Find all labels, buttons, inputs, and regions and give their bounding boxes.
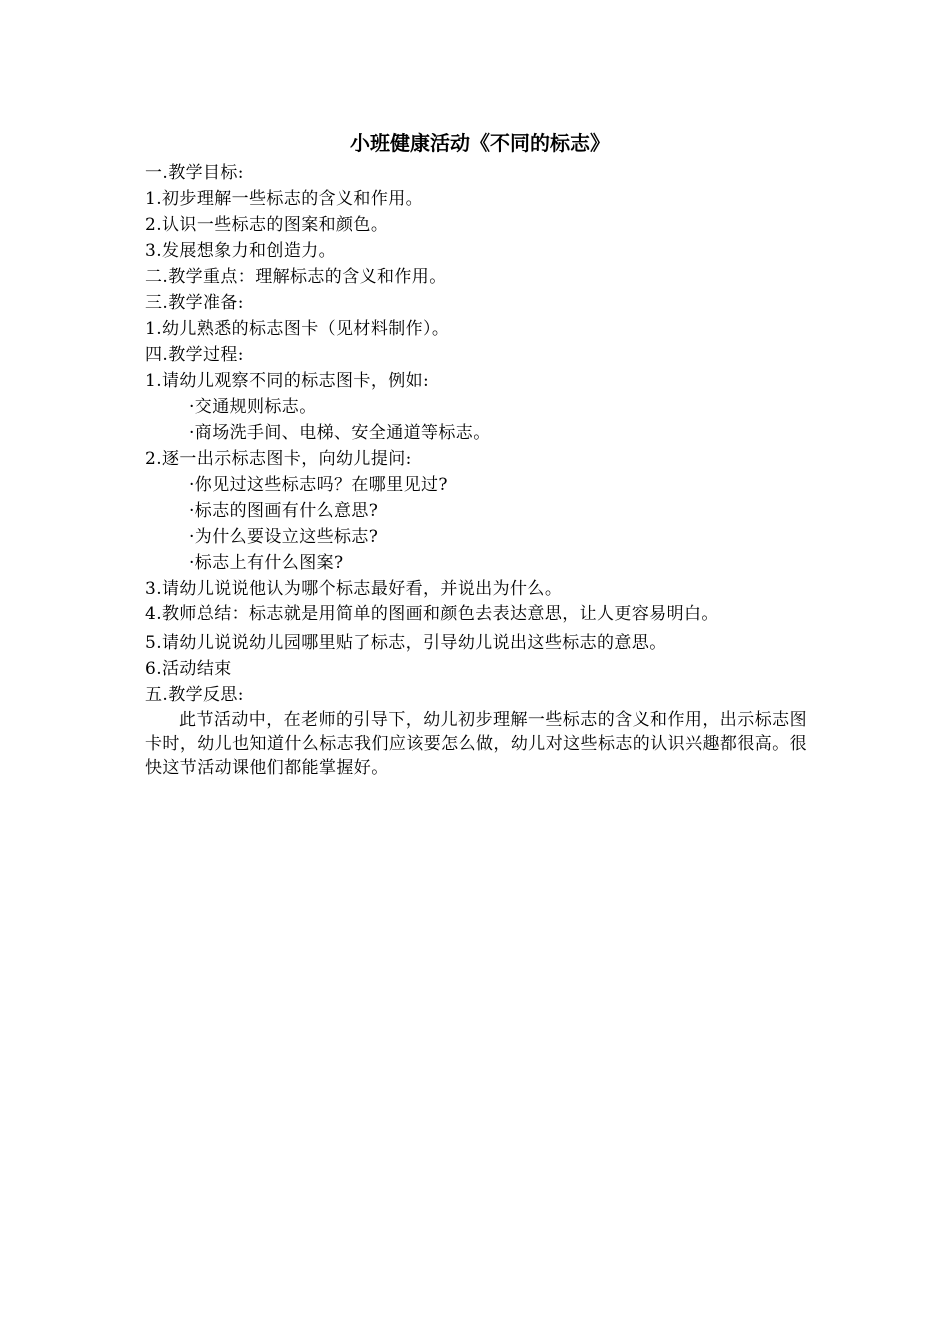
bullet-line: ·商场洗手间、电梯、安全通道等标志。	[189, 423, 491, 443]
bullet-line: ·标志的图画有什么意思?	[189, 501, 379, 521]
text-line: 1.初步理解一些标志的含义和作用。	[145, 189, 424, 209]
text-line: 4.教师总结：标志就是用简单的图画和颜色去表达意思，让人更容易明白。	[145, 604, 719, 624]
text-line: 1.请幼儿观察不同的标志图卡，例如:	[145, 371, 430, 391]
bullet-line: ·为什么要设立这些标志?	[189, 527, 379, 547]
text-line: 2.逐一出示标志图卡，向幼儿提问:	[145, 449, 412, 469]
reflection-paragraph: 此节活动中，在老师的引导下，幼儿初步理解一些标志的含义和作用，出示标志图卡时，幼儿也知道什么标志我们应该要怎么做，幼儿对这些标志的认识兴趣都很高。很快这节活动课他们都能掌握好。	[145, 710, 807, 778]
text-line: 三.教学准备:	[145, 293, 244, 313]
bullet-line: ·你见过这些标志吗？在哪里见过?	[189, 475, 448, 495]
text-line: 2.认识一些标志的图案和颜色。	[145, 215, 389, 235]
text-line: 四.教学过程:	[145, 345, 244, 365]
text-line: 3.发展想象力和创造力。	[145, 241, 337, 261]
text-line: 3.请幼儿说说他认为哪个标志最好看，并说出为什么。	[145, 579, 563, 599]
text-line: 二.教学重点：理解标志的含义和作用。	[145, 267, 447, 287]
document-body	[145, 128, 807, 780]
document-lines	[145, 160, 807, 708]
text-line: 1.幼儿熟悉的标志图卡（见材料制作）。	[145, 319, 450, 339]
document-title: 小班健康活动《不同的标志》	[350, 131, 610, 155]
text-line: 五.教学反思:	[145, 685, 244, 705]
bullet-line: ·标志上有什么图案?	[189, 553, 344, 573]
bullet-line: ·交通规则标志。	[189, 397, 317, 417]
text-line: 6.活动结束	[145, 659, 232, 679]
text-line: 5.请幼儿说说幼儿园哪里贴了标志，引导幼儿说出这些标志的意思。	[145, 633, 667, 653]
text-line: 一.教学目标:	[145, 163, 244, 183]
